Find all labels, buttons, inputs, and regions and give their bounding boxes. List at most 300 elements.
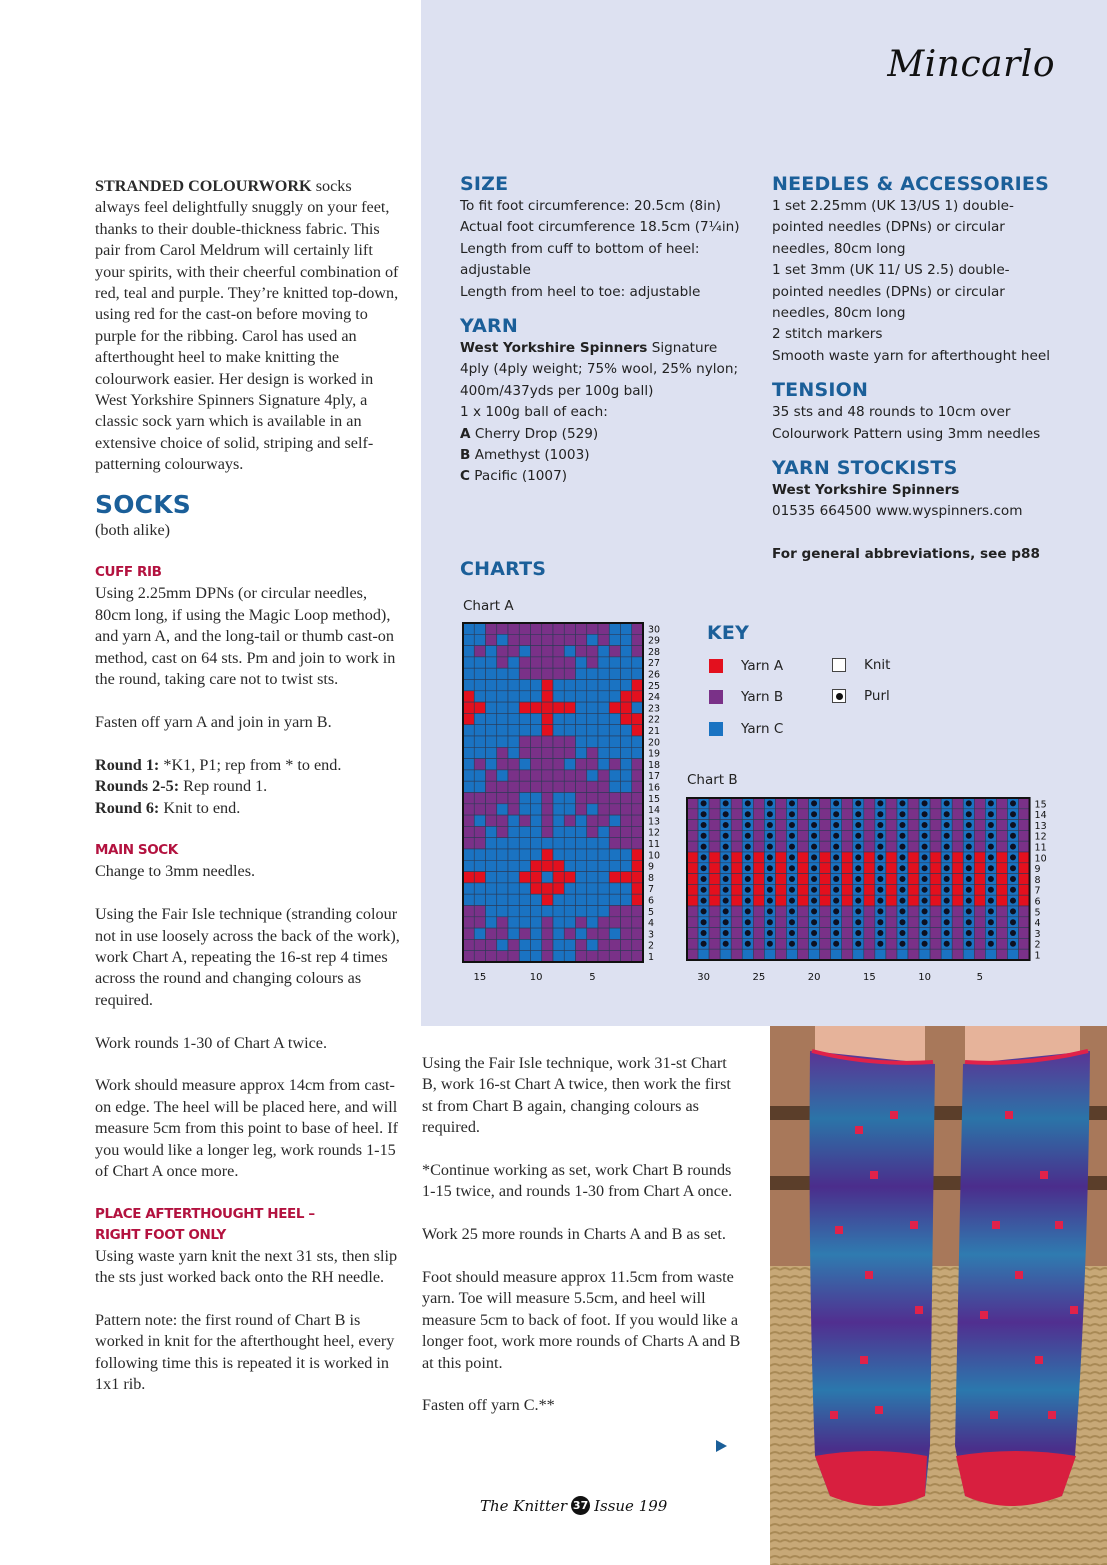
purl-dot-icon bbox=[745, 898, 751, 904]
purl-dot-icon bbox=[723, 919, 729, 925]
chart-b-cell bbox=[798, 798, 809, 809]
chart-b-cell bbox=[709, 917, 720, 928]
purl-dot-icon bbox=[899, 865, 905, 871]
instruction-paragraph: Work 25 more rounds in Charts A and B as set. bbox=[422, 1225, 726, 1244]
chart-b-cell bbox=[996, 798, 1007, 809]
chart-a-cell bbox=[621, 623, 632, 634]
chart-b-round-label: 5 bbox=[1034, 907, 1041, 919]
chart-b-cell bbox=[820, 895, 831, 906]
continue-arrow-icon bbox=[716, 1440, 727, 1452]
chart-a-cell bbox=[621, 872, 632, 883]
chart-a-cell bbox=[553, 623, 564, 634]
purl-dot-icon bbox=[767, 919, 773, 925]
chart-b-cell bbox=[687, 852, 698, 863]
purl-dot-icon bbox=[723, 898, 729, 904]
chart-b-cell bbox=[775, 884, 786, 895]
chart-b-cell bbox=[908, 841, 919, 852]
chart-b-cell bbox=[709, 874, 720, 885]
chart-a-cell bbox=[519, 680, 530, 691]
purl-dot-icon bbox=[877, 854, 883, 860]
chart-a-cell bbox=[474, 702, 485, 713]
chart-a-round-label: 5 bbox=[648, 906, 655, 918]
chart-a-cell bbox=[632, 713, 643, 724]
chart-b-cell bbox=[952, 928, 963, 939]
chart-b-cell bbox=[842, 906, 853, 917]
chart-b-cell bbox=[1007, 949, 1018, 960]
purl-dot-icon bbox=[745, 854, 751, 860]
chart-b-cell bbox=[996, 830, 1007, 841]
chart-a-cell bbox=[508, 860, 519, 871]
chart-b-cell bbox=[886, 820, 897, 831]
purl-dot-icon bbox=[877, 919, 883, 925]
purl-dot-icon bbox=[877, 844, 883, 850]
chart-a-cell bbox=[519, 691, 530, 702]
chart-a-cell bbox=[463, 634, 474, 645]
size-line: Length from cuff to bottom of heel: adjustable bbox=[460, 240, 700, 279]
chart-a-cell bbox=[474, 826, 485, 837]
purl-dot-icon bbox=[877, 930, 883, 936]
chart-a-cell bbox=[497, 883, 508, 894]
chart-b-cell bbox=[775, 895, 786, 906]
chart-a-cell bbox=[497, 725, 508, 736]
chart-a-cell bbox=[474, 939, 485, 950]
chart-a-cell bbox=[553, 883, 564, 894]
chart-b-cell bbox=[908, 928, 919, 939]
socks-subheading: (both alike) bbox=[95, 520, 171, 539]
chart-b-cell bbox=[820, 809, 831, 820]
purl-dot-icon bbox=[877, 800, 883, 806]
chart-a-cell bbox=[463, 951, 474, 962]
chart-b-round-label: 7 bbox=[1034, 885, 1041, 897]
chart-b-cell bbox=[709, 809, 720, 820]
purl-dot-icon bbox=[966, 908, 972, 914]
chart-a-cell bbox=[497, 747, 508, 758]
chart-a-cell bbox=[486, 894, 497, 905]
chart-a-cell bbox=[519, 906, 530, 917]
purl-dot-icon bbox=[811, 876, 817, 882]
chart-b-cell bbox=[930, 841, 941, 852]
chart-a-round-label: 19 bbox=[648, 748, 661, 760]
purl-dot-icon bbox=[855, 800, 861, 806]
purl-dot-icon bbox=[789, 941, 795, 947]
chart-a-cell bbox=[576, 894, 587, 905]
chart-a-cell bbox=[621, 883, 632, 894]
chart-a-cell bbox=[621, 781, 632, 792]
chart-a-cell bbox=[508, 736, 519, 747]
chart-a-cell bbox=[519, 939, 530, 950]
chart-a-cell bbox=[609, 759, 620, 770]
chart-a-cell bbox=[508, 928, 519, 939]
chart-a-cell bbox=[632, 849, 643, 860]
chart-a-round-label: 21 bbox=[648, 726, 661, 737]
chart-a-cell bbox=[609, 838, 620, 849]
chart-a-cell bbox=[531, 646, 542, 657]
chart-b-cell bbox=[996, 809, 1007, 820]
chart-b-cell bbox=[985, 949, 996, 960]
purl-dot-icon bbox=[966, 876, 972, 882]
chart-b-cell bbox=[886, 928, 897, 939]
purl-dot-icon bbox=[899, 811, 905, 817]
chart-b-cell bbox=[731, 917, 742, 928]
chart-b-round-label: 1 bbox=[1034, 950, 1041, 962]
chart-a-cell bbox=[553, 906, 564, 917]
chart-a-cell bbox=[519, 759, 530, 770]
purl-dot-icon bbox=[877, 908, 883, 914]
chart-b-cell bbox=[786, 949, 797, 960]
chart-a-round-label: 25 bbox=[648, 680, 661, 692]
pattern-note-paragraph: Pattern note: the first round of Chart B is worked in knit for the afterthought heel, every following time this is repeated it is worked in 1x1 rib. bbox=[95, 1310, 395, 1394]
chart-b-cell bbox=[1019, 906, 1030, 917]
chart-a-cell bbox=[531, 770, 542, 781]
purl-dot-icon bbox=[944, 908, 950, 914]
chart-a-cell bbox=[621, 928, 632, 939]
chart-b-cell bbox=[709, 820, 720, 831]
chart-a-cell bbox=[519, 713, 530, 724]
yarn-c-swatch-icon bbox=[709, 722, 723, 736]
chart-a-cell bbox=[474, 623, 485, 634]
chart-b-cell bbox=[1019, 884, 1030, 895]
chart-b-cell bbox=[974, 820, 985, 831]
stockist-contact: 01535 664500 www.wyspinners.com bbox=[772, 503, 1023, 520]
chart-a-round-label: 26 bbox=[648, 669, 661, 681]
chart-b-cell bbox=[842, 809, 853, 820]
chart-a-cell bbox=[474, 872, 485, 883]
purl-dot-icon bbox=[701, 898, 707, 904]
purl-dot-icon bbox=[811, 844, 817, 850]
chart-a-cell bbox=[576, 770, 587, 781]
chart-b-cell bbox=[820, 798, 831, 809]
chart-a-cell bbox=[508, 793, 519, 804]
chart-b-cell bbox=[709, 928, 720, 939]
chart-b-cell bbox=[775, 906, 786, 917]
chart-a-cell bbox=[519, 928, 530, 939]
chart-b-cell bbox=[908, 874, 919, 885]
chart-a-cell bbox=[609, 668, 620, 679]
chart-a-cell bbox=[564, 917, 575, 928]
purl-dot-icon bbox=[855, 876, 861, 882]
chart-a-cell bbox=[474, 736, 485, 747]
needles-line: 1 set 3mm (UK 11/ US 2.5) double-pointed needles (DPNs) or circular needles, 80cm long bbox=[772, 262, 1010, 322]
chart-a-cell bbox=[553, 951, 564, 962]
purl-dot-icon bbox=[922, 898, 928, 904]
chart-b-cell bbox=[731, 906, 742, 917]
chart-a-cell bbox=[486, 691, 497, 702]
purl-dot-icon bbox=[701, 930, 707, 936]
chart-a-cell bbox=[474, 917, 485, 928]
purl-dot-icon bbox=[767, 833, 773, 839]
purl-dot-icon bbox=[1010, 811, 1016, 817]
chart-a-cell bbox=[542, 747, 553, 758]
purl-dot-icon bbox=[944, 898, 950, 904]
chart-a-cell bbox=[609, 951, 620, 962]
chart-a-cell bbox=[632, 623, 643, 634]
chart-a-cell bbox=[519, 838, 530, 849]
chart-a-cell bbox=[531, 781, 542, 792]
chart-a-cell bbox=[497, 680, 508, 691]
chart-a-cell bbox=[486, 793, 497, 804]
purl-dot-icon bbox=[745, 833, 751, 839]
chart-a-cell bbox=[553, 770, 564, 781]
chart-a-cell bbox=[587, 872, 598, 883]
chart-a-round-label: 17 bbox=[648, 771, 661, 783]
purl-dot-icon bbox=[811, 833, 817, 839]
chart-a-cell bbox=[587, 906, 598, 917]
chart-a-cell bbox=[531, 838, 542, 849]
chart-a-round-label: 16 bbox=[648, 782, 661, 794]
chart-b-cell bbox=[775, 830, 786, 841]
chart-a-cell bbox=[576, 634, 587, 645]
chart-a-cell bbox=[576, 804, 587, 815]
chart-a-cell bbox=[576, 759, 587, 770]
chart-b-cell bbox=[687, 874, 698, 885]
chart-a-cell bbox=[553, 894, 564, 905]
chart-b-cell bbox=[908, 809, 919, 820]
tension-heading: TENSION bbox=[772, 379, 869, 402]
chart-a-cell bbox=[519, 702, 530, 713]
chart-a-cell bbox=[587, 713, 598, 724]
chart-b-cell bbox=[1019, 938, 1030, 949]
chart-a-cell bbox=[598, 747, 609, 758]
chart-b-cell bbox=[842, 830, 853, 841]
chart-b-cell bbox=[820, 852, 831, 863]
chart-b-cell bbox=[687, 895, 698, 906]
chart-a-cell bbox=[519, 623, 530, 634]
needles-line: Smooth waste yarn for afterthought heel bbox=[772, 347, 1051, 364]
purl-dot-icon bbox=[701, 822, 707, 828]
chart-b-cell bbox=[974, 863, 985, 874]
purl-dot-icon bbox=[745, 887, 751, 893]
purl-dot-icon bbox=[767, 930, 773, 936]
chart-a-cell bbox=[587, 725, 598, 736]
stockist-name: West Yorkshire Spinners bbox=[772, 482, 960, 499]
purl-dot-icon bbox=[745, 908, 751, 914]
chart-b-round-label: 6 bbox=[1034, 896, 1041, 908]
purl-dot-icon bbox=[855, 833, 861, 839]
chart-a-cell bbox=[576, 838, 587, 849]
chart-a-cell bbox=[519, 917, 530, 928]
purl-dot-icon bbox=[855, 941, 861, 947]
chart-b-cell bbox=[820, 874, 831, 885]
chart-b-cell bbox=[798, 895, 809, 906]
purl-dot-icon bbox=[745, 876, 751, 882]
chart-b-cell bbox=[908, 852, 919, 863]
chart-b-cell bbox=[886, 809, 897, 820]
instruction-paragraph: *Continue working as set, work Chart B rounds 1-15 twice, and rounds 1-30 from Chart A once. bbox=[422, 1161, 733, 1201]
chart-b-stitch-label: 5 bbox=[976, 972, 984, 983]
chart-a-cell bbox=[508, 849, 519, 860]
purl-dot-icon bbox=[922, 811, 928, 817]
chart-b-cell bbox=[798, 906, 809, 917]
chart-b-cell bbox=[930, 906, 941, 917]
chart-a-cell bbox=[609, 747, 620, 758]
key-item-yarn-b: Yarn B bbox=[709, 689, 783, 705]
chart-b-cell bbox=[864, 863, 875, 874]
chart-a-cell bbox=[609, 736, 620, 747]
chart-a-cell bbox=[542, 838, 553, 849]
purl-dot-icon bbox=[833, 930, 839, 936]
chart-a-cell bbox=[497, 939, 508, 950]
purl-dot-icon bbox=[899, 887, 905, 893]
chart-a-cell bbox=[508, 634, 519, 645]
chart-a-cell bbox=[576, 883, 587, 894]
chart-b-cell bbox=[864, 949, 875, 960]
chart-b-cell bbox=[1019, 949, 1030, 960]
chart-a-cell bbox=[531, 691, 542, 702]
chart-a-cell bbox=[587, 928, 598, 939]
chart-a-cell bbox=[508, 815, 519, 826]
instruction-paragraph: Foot should measure approx 11.5cm from waste yarn. Toe will measure 5.5cm, and heel will measure 5cm to back of foot. If you would like a longer foot, work more rounds of Charts A and B at this point. bbox=[422, 1268, 741, 1372]
chart-b-cell bbox=[864, 798, 875, 809]
chart-a-cell bbox=[576, 939, 587, 950]
purl-dot-icon bbox=[877, 876, 883, 882]
chart-b-cell bbox=[753, 798, 764, 809]
chart-b-cell bbox=[687, 798, 698, 809]
chart-b-cell bbox=[842, 820, 853, 831]
chart-a-cell bbox=[542, 872, 553, 883]
chart-b-cell bbox=[974, 895, 985, 906]
chart-a-cell bbox=[632, 883, 643, 894]
chart-b-cell bbox=[753, 809, 764, 820]
chart-a-cell bbox=[621, 702, 632, 713]
chart-a-cell bbox=[621, 668, 632, 679]
chart-a-cell bbox=[587, 736, 598, 747]
chart-a-cell bbox=[474, 928, 485, 939]
chart-b-cell bbox=[952, 884, 963, 895]
chart-b-cell bbox=[687, 949, 698, 960]
chart-b-round-label: 15 bbox=[1034, 799, 1047, 811]
chart-b-cell bbox=[753, 830, 764, 841]
chart-a-cell bbox=[542, 804, 553, 815]
purl-dot-icon bbox=[1010, 941, 1016, 947]
chart-b-cell bbox=[709, 798, 720, 809]
yarn-heading: YARN bbox=[460, 315, 518, 338]
chart-b-cell bbox=[974, 906, 985, 917]
chart-b-cell bbox=[930, 874, 941, 885]
chart-a-cell bbox=[587, 702, 598, 713]
chart-a-cell bbox=[463, 826, 474, 837]
chart-a-cell bbox=[519, 804, 530, 815]
chart-a-round-label: 27 bbox=[648, 658, 661, 670]
chart-a-cell bbox=[632, 826, 643, 837]
chart-a-cell bbox=[508, 770, 519, 781]
chart-a-cell bbox=[587, 860, 598, 871]
purl-dot-icon bbox=[988, 941, 994, 947]
chart-a-cell bbox=[474, 781, 485, 792]
chart-b-cell bbox=[753, 928, 764, 939]
purl-dot-icon bbox=[789, 865, 795, 871]
socks-illustration bbox=[770, 1026, 1107, 1565]
purl-dot-icon bbox=[966, 811, 972, 817]
purl-dot-icon bbox=[966, 865, 972, 871]
chart-a-cell bbox=[519, 747, 530, 758]
page-number: 37 bbox=[571, 1496, 590, 1515]
chart-b-cell bbox=[996, 928, 1007, 939]
purl-dot-icon bbox=[811, 800, 817, 806]
chart-a-cell bbox=[598, 872, 609, 883]
chart-b-cell bbox=[974, 809, 985, 820]
chart-a-cell bbox=[576, 725, 587, 736]
chart-b-round-label: 12 bbox=[1034, 831, 1047, 843]
chart-a-round-label: 7 bbox=[648, 884, 655, 896]
chart-a-cell bbox=[463, 894, 474, 905]
chart-b-cell bbox=[831, 949, 842, 960]
purl-dot-icon bbox=[922, 800, 928, 806]
chart-a-cell bbox=[531, 928, 542, 939]
chart-b-cell bbox=[775, 820, 786, 831]
chart-b-cell bbox=[974, 798, 985, 809]
chart-b-cell bbox=[798, 938, 809, 949]
purl-dot-icon bbox=[966, 844, 972, 850]
chart-a-round-label: 9 bbox=[648, 861, 655, 873]
chart-a-cell bbox=[486, 906, 497, 917]
chart-a-cell bbox=[598, 623, 609, 634]
purl-dot-icon bbox=[922, 876, 928, 882]
purl-dot-icon bbox=[877, 833, 883, 839]
purl-dot-icon bbox=[944, 800, 950, 806]
chart-a-cell bbox=[632, 668, 643, 679]
chart-b-cell bbox=[798, 917, 809, 928]
purl-dot-icon bbox=[922, 908, 928, 914]
chart-a-cell bbox=[508, 680, 519, 691]
purl-dot-icon bbox=[811, 898, 817, 904]
purl-dot-icon bbox=[789, 908, 795, 914]
chart-a-cell bbox=[486, 872, 497, 883]
chart-a-cell bbox=[508, 838, 519, 849]
chart-b-cell bbox=[908, 906, 919, 917]
key-item-purl: Purl bbox=[832, 688, 890, 704]
purl-dot-icon bbox=[1010, 908, 1016, 914]
chart-a-cell bbox=[474, 849, 485, 860]
chart-a-cell bbox=[587, 917, 598, 928]
chart-a-cell bbox=[542, 894, 553, 905]
chart-b-cell bbox=[974, 884, 985, 895]
chart-a-cell bbox=[508, 702, 519, 713]
chart-a-cell bbox=[609, 917, 620, 928]
round-instruction: Rounds 2-5: Rep round 1. bbox=[95, 777, 268, 796]
chart-a-cell bbox=[553, 702, 564, 713]
chart-a-cell bbox=[598, 838, 609, 849]
chart-b-cell bbox=[908, 820, 919, 831]
chart-a-cell bbox=[564, 781, 575, 792]
chart-a-cell bbox=[621, 725, 632, 736]
chart-b-cell bbox=[687, 917, 698, 928]
chart-a-round-label: 15 bbox=[648, 793, 661, 805]
purl-dot-icon bbox=[1010, 844, 1016, 850]
purl-dot-icon bbox=[877, 941, 883, 947]
purl-dot-icon bbox=[899, 898, 905, 904]
chart-a-stitch-label: 15 bbox=[473, 972, 487, 983]
chart-a-cell bbox=[463, 872, 474, 883]
purl-dot-icon bbox=[767, 854, 773, 860]
purl-dot-icon bbox=[767, 887, 773, 893]
chart-b-cell bbox=[820, 928, 831, 939]
purl-dot-icon bbox=[988, 811, 994, 817]
chart-a-cell bbox=[598, 804, 609, 815]
purl-dot-icon bbox=[855, 844, 861, 850]
key-item-yarn-a: Yarn A bbox=[709, 658, 783, 674]
purl-dot-icon bbox=[922, 854, 928, 860]
chart-b-cell bbox=[820, 917, 831, 928]
chart-b-grid bbox=[684, 795, 1064, 995]
chart-a-cell bbox=[564, 894, 575, 905]
chart-a-cell bbox=[564, 713, 575, 724]
chart-a-cell bbox=[576, 747, 587, 758]
chart-a-cell bbox=[576, 872, 587, 883]
purl-dot-icon bbox=[833, 908, 839, 914]
chart-b-cell bbox=[974, 852, 985, 863]
chart-b-cell bbox=[952, 917, 963, 928]
needles-column bbox=[772, 172, 1057, 565]
